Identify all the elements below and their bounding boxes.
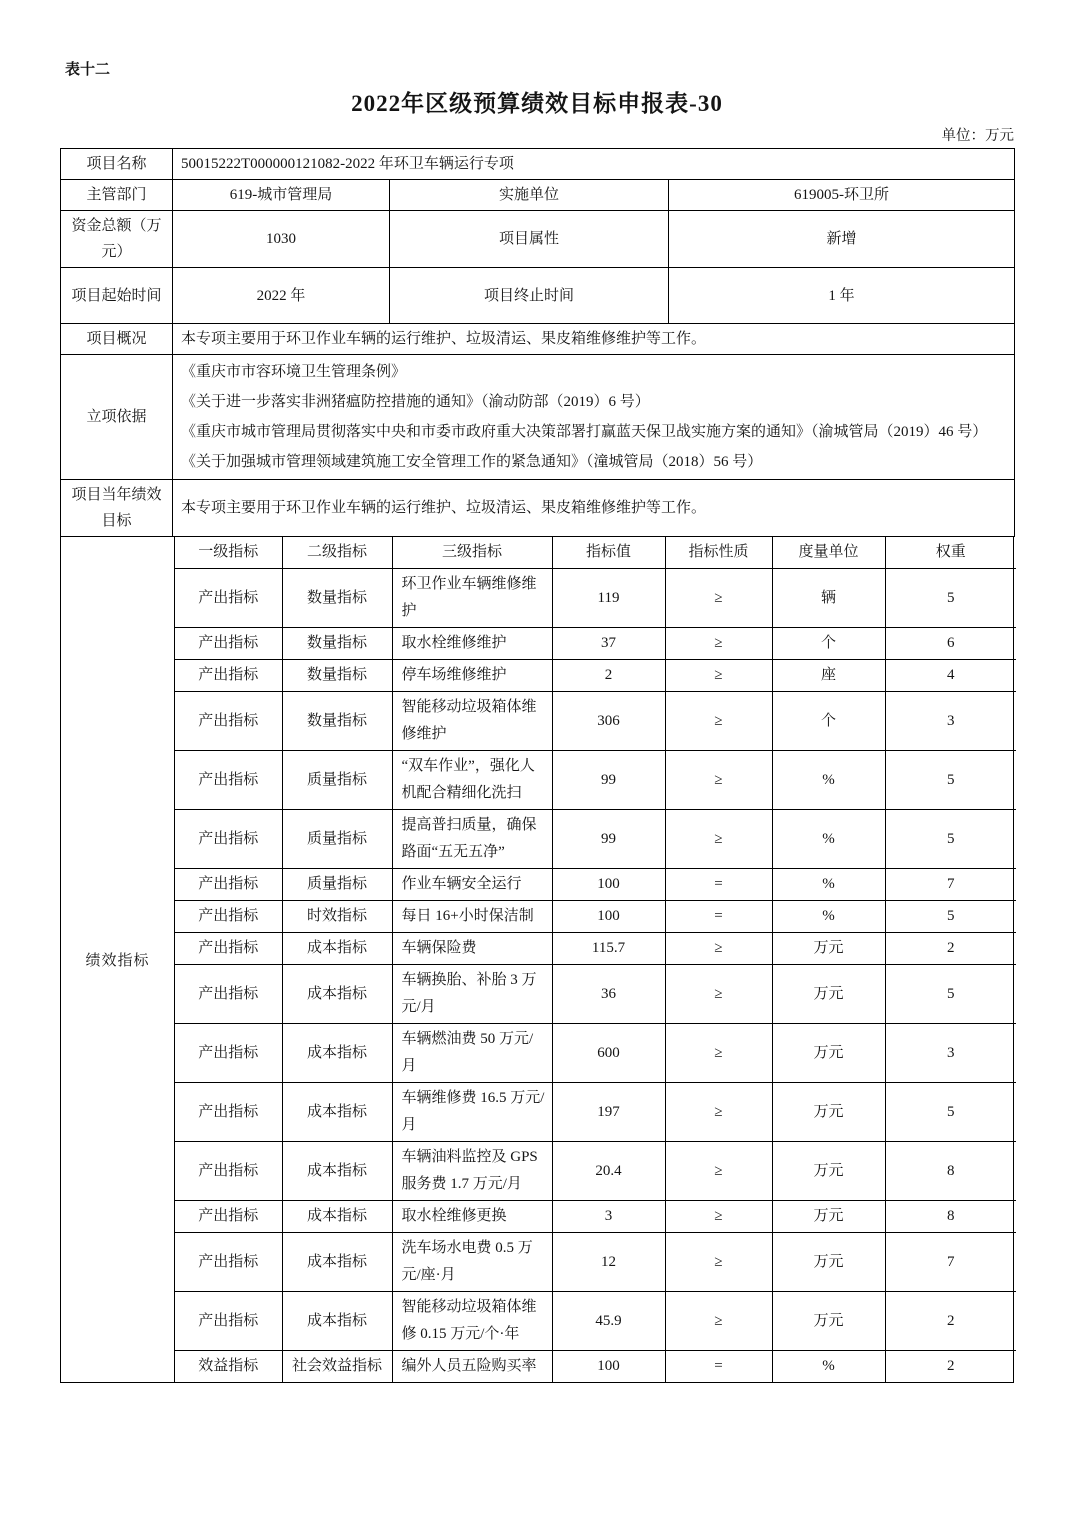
implement-unit-label: 实施单位 (390, 180, 669, 211)
indicator-cell-weight: 4 (885, 660, 1016, 692)
basis-value (173, 355, 1015, 480)
table-number-label: 表十二 (65, 62, 111, 78)
indicator-cell-level3: 车辆换胎、补胎 3 万元/月 (392, 965, 552, 1024)
indicator-cell-level2: 质量指标 (282, 810, 392, 869)
project-info-table (60, 148, 1015, 537)
page-title: 2022年区级预算绩效目标申报表-30 (351, 91, 723, 116)
indicator-cell-nature: = (665, 901, 772, 933)
indicator-cell-level3: 取水栓维修更换 (392, 1201, 552, 1233)
indicator-cell-weight: 5 (885, 751, 1016, 810)
indicator-cell-value: 100 (552, 1351, 665, 1383)
indicator-cell-level3: “双车作业”，强化人机配合精细化洗扫 (392, 751, 552, 810)
indicator-row (175, 810, 1016, 869)
indicator-cell-level1: 产出指标 (175, 628, 282, 660)
indicator-cell-level3: 智能移动垃圾箱体维修 0.15 万元/个·年 (392, 1292, 552, 1351)
indicator-cell-value: 100 (552, 869, 665, 901)
indicator-cell-weight: 5 (885, 901, 1016, 933)
indicator-cell-nature: ≥ (665, 1292, 772, 1351)
form-body (60, 148, 1014, 1383)
indicator-cell-unit: % (772, 1351, 885, 1383)
basis-line: 《关于加强城市管理领域建筑施工安全管理工作的紧急通知》（潼城管局（2018）56 号） (181, 454, 763, 470)
indicator-cell-value: 20.4 (552, 1142, 665, 1201)
indicator-row (175, 901, 1016, 933)
indicator-cell-weight: 3 (885, 692, 1016, 751)
annual-goal-value: 本专项主要用于环卫作业车辆的运行维护、垃圾清运、果皮箱维修维护等工作。 (173, 480, 1015, 537)
indicator-cell-level1: 产出指标 (175, 965, 282, 1024)
header-value: 指标值 (552, 537, 665, 569)
indicator-cell-level3: 编外人员五险购买率 (392, 1351, 552, 1383)
indicator-row (175, 1292, 1016, 1351)
indicator-cell-weight: 2 (885, 1351, 1016, 1383)
performance-indicators-section (60, 537, 1014, 1383)
row-basis (61, 355, 1015, 480)
indicator-cell-nature: ≥ (665, 569, 772, 628)
indicator-cell-level2: 成本指标 (282, 1142, 392, 1201)
indicator-cell-nature: ≥ (665, 692, 772, 751)
indicator-cell-unit: % (772, 901, 885, 933)
indicator-cell-value: 45.9 (552, 1292, 665, 1351)
overview-value: 本专项主要用于环卫作业车辆的运行维护、垃圾清运、果皮箱维修维护等工作。 (173, 324, 1015, 355)
indicator-cell-level2: 时效指标 (282, 901, 392, 933)
indicator-cell-level1: 产出指标 (175, 1024, 282, 1083)
project-attribute-label: 项目属性 (390, 211, 669, 268)
indicator-row (175, 1024, 1016, 1083)
indicator-cell-level2: 社会效益指标 (282, 1351, 392, 1383)
indicator-cell-nature: ≥ (665, 933, 772, 965)
header-level3: 三级指标 (392, 537, 552, 569)
indicator-table (175, 537, 1016, 1382)
performance-indicators-label: 绩效指标 (61, 537, 175, 1382)
unit-note: 单位：万元 (941, 128, 1014, 144)
indicator-row (175, 933, 1016, 965)
indicator-cell-unit: 万元 (772, 1083, 885, 1142)
indicator-cell-value: 306 (552, 692, 665, 751)
indicator-cell-nature: ≥ (665, 1083, 772, 1142)
indicator-cell-level1: 产出指标 (175, 1292, 282, 1351)
indicator-cell-nature: ≥ (665, 1233, 772, 1292)
indicator-cell-level2: 成本指标 (282, 1201, 392, 1233)
start-time-value: 2022 年 (173, 268, 390, 324)
indicator-cell-unit: % (772, 869, 885, 901)
indicator-cell-level1: 效益指标 (175, 1351, 282, 1383)
row-dates (61, 268, 1015, 324)
basis-label: 立项依据 (61, 355, 173, 480)
indicator-cell-level1: 产出指标 (175, 1233, 282, 1292)
indicator-cell-level3: 作业车辆安全运行 (392, 869, 552, 901)
indicator-cell-unit: 万元 (772, 1201, 885, 1233)
indicator-table-body (175, 537, 1016, 1382)
indicator-cell-unit: 万元 (772, 933, 885, 965)
indicator-cell-unit: 个 (772, 692, 885, 751)
row-overview (61, 324, 1015, 355)
indicator-cell-level2: 数量指标 (282, 569, 392, 628)
indicator-row (175, 1201, 1016, 1233)
indicator-cell-level3: 车辆保险费 (392, 933, 552, 965)
header-level2: 二级指标 (282, 537, 392, 569)
row-project-name (61, 149, 1015, 180)
indicator-cell-level2: 成本指标 (282, 1233, 392, 1292)
indicator-cell-level3: 提高普扫质量，确保路面“五无五净” (392, 810, 552, 869)
indicator-cell-level2: 成本指标 (282, 933, 392, 965)
indicator-cell-weight: 5 (885, 810, 1016, 869)
indicator-cell-level1: 产出指标 (175, 569, 282, 628)
overview-label: 项目概况 (61, 324, 173, 355)
indicator-cell-weight: 8 (885, 1142, 1016, 1201)
indicator-cell-nature: ≥ (665, 965, 772, 1024)
indicator-cell-unit: 万元 (772, 1292, 885, 1351)
annual-goal-label: 项目当年绩效目标 (61, 480, 173, 537)
indicator-cell-level3: 停车场维修维护 (392, 660, 552, 692)
indicator-cell-level1: 产出指标 (175, 901, 282, 933)
header-unit: 度量单位 (772, 537, 885, 569)
indicator-row (175, 1233, 1016, 1292)
indicator-row (175, 1351, 1016, 1383)
indicator-cell-level2: 成本指标 (282, 1083, 392, 1142)
indicator-cell-weight: 2 (885, 933, 1016, 965)
indicator-header-row (175, 537, 1016, 569)
indicator-cell-weight: 8 (885, 1201, 1016, 1233)
indicator-cell-value: 99 (552, 810, 665, 869)
indicator-cell-nature: ≥ (665, 1201, 772, 1233)
basis-line: 《重庆市市容环境卫生管理条例》 (181, 364, 407, 380)
indicator-cell-level2: 数量指标 (282, 692, 392, 751)
indicator-cell-value: 99 (552, 751, 665, 810)
indicator-cell-nature: = (665, 1351, 772, 1383)
basis-line: 《重庆市城市管理局贯彻落实中央和市委市政府重大决策部署打赢蓝天保卫战实施方案的通知》（渝城管局（2019）46 号） (181, 424, 988, 440)
indicator-cell-nature: ≥ (665, 751, 772, 810)
indicator-cell-unit: 万元 (772, 1142, 885, 1201)
header-nature: 指标性质 (665, 537, 772, 569)
indicator-row (175, 869, 1016, 901)
indicator-cell-level2: 质量指标 (282, 751, 392, 810)
indicator-cell-nature: = (665, 869, 772, 901)
end-time-label: 项目终止时间 (390, 268, 669, 324)
indicator-row (175, 1142, 1016, 1201)
indicator-cell-level3: 每日 16+小时保洁制 (392, 901, 552, 933)
indicator-cell-level1: 产出指标 (175, 1201, 282, 1233)
indicator-cell-level2: 数量指标 (282, 660, 392, 692)
indicator-cell-level1: 产出指标 (175, 1083, 282, 1142)
header-weight: 权重 (885, 537, 1016, 569)
start-time-label: 项目起始时间 (61, 268, 173, 324)
indicator-cell-value: 37 (552, 628, 665, 660)
indicator-cell-nature: ≥ (665, 1024, 772, 1083)
indicator-row (175, 628, 1016, 660)
indicator-cell-unit: 座 (772, 660, 885, 692)
project-name-value: 50015222T000000121082-2022 年环卫车辆运行专项 (173, 149, 1015, 180)
indicator-cell-nature: ≥ (665, 810, 772, 869)
indicator-cell-unit: 万元 (772, 1233, 885, 1292)
indicator-cell-level2: 数量指标 (282, 628, 392, 660)
indicator-cell-weight: 5 (885, 965, 1016, 1024)
indicator-cell-value: 100 (552, 901, 665, 933)
indicator-cell-unit: 万元 (772, 1024, 885, 1083)
indicator-cell-unit: 万元 (772, 965, 885, 1024)
indicator-cell-nature: ≥ (665, 660, 772, 692)
indicator-cell-level1: 产出指标 (175, 810, 282, 869)
indicator-row (175, 965, 1016, 1024)
indicator-cell-level2: 成本指标 (282, 1024, 392, 1083)
department-label: 主管部门 (61, 180, 173, 211)
fund-total-label: 资金总额（万元） (61, 211, 173, 268)
indicator-cell-level3: 取水栓维修维护 (392, 628, 552, 660)
indicator-cell-nature: ≥ (665, 628, 772, 660)
project-attribute-value: 新增 (669, 211, 1015, 268)
indicator-cell-unit: % (772, 810, 885, 869)
indicator-row (175, 660, 1016, 692)
end-time-value: 1 年 (669, 268, 1015, 324)
indicator-cell-level3: 环卫作业车辆维修维护 (392, 569, 552, 628)
indicator-cell-level1: 产出指标 (175, 1142, 282, 1201)
indicator-cell-value: 2 (552, 660, 665, 692)
indicator-cell-weight: 6 (885, 628, 1016, 660)
department-value: 619-城市管理局 (173, 180, 390, 211)
indicator-cell-weight: 7 (885, 1233, 1016, 1292)
indicator-cell-value: 3 (552, 1201, 665, 1233)
indicator-cell-unit: % (772, 751, 885, 810)
indicator-cell-level3: 洗车场水电费 0.5 万元/座·月 (392, 1233, 552, 1292)
project-name-label: 项目名称 (61, 149, 173, 180)
indicator-cell-unit: 个 (772, 628, 885, 660)
indicator-cell-level2: 质量指标 (282, 869, 392, 901)
header-level1: 一级指标 (175, 537, 282, 569)
indicator-cell-level1: 产出指标 (175, 660, 282, 692)
indicator-cell-level3: 智能移动垃圾箱体维修维护 (392, 692, 552, 751)
indicator-cell-level3: 车辆维修费 16.5 万元/月 (392, 1083, 552, 1142)
row-fund (61, 211, 1015, 268)
indicator-cell-level1: 产出指标 (175, 751, 282, 810)
indicator-cell-weight: 2 (885, 1292, 1016, 1351)
indicator-row (175, 692, 1016, 751)
indicator-cell-value: 119 (552, 569, 665, 628)
indicator-cell-level1: 产出指标 (175, 869, 282, 901)
fund-total-value: 1030 (173, 211, 390, 268)
indicator-cell-value: 36 (552, 965, 665, 1024)
indicator-cell-nature: ≥ (665, 1142, 772, 1201)
indicator-cell-weight: 5 (885, 1083, 1016, 1142)
indicator-cell-level3: 车辆燃油费 50 万元/月 (392, 1024, 552, 1083)
indicator-cell-value: 115.7 (552, 933, 665, 965)
indicator-cell-weight: 5 (885, 569, 1016, 628)
indicator-cell-level2: 成本指标 (282, 965, 392, 1024)
indicator-cell-value: 197 (552, 1083, 665, 1142)
indicator-cell-unit: 辆 (772, 569, 885, 628)
indicator-cell-level1: 产出指标 (175, 692, 282, 751)
indicator-cell-level3: 车辆油料监控及 GPS 服务费 1.7 万元/月 (392, 1142, 552, 1201)
indicator-cell-level1: 产出指标 (175, 933, 282, 965)
implement-unit-value: 619005-环卫所 (669, 180, 1015, 211)
indicator-row (175, 1083, 1016, 1142)
basis-line: 《关于进一步落实非洲猪瘟防控措施的通知》（渝动防部（2019）6 号） (181, 394, 650, 410)
indicator-row (175, 569, 1016, 628)
indicator-cell-level2: 成本指标 (282, 1292, 392, 1351)
indicator-cell-value: 600 (552, 1024, 665, 1083)
row-department (61, 180, 1015, 211)
indicator-cell-weight: 7 (885, 869, 1016, 901)
indicator-cell-weight: 3 (885, 1024, 1016, 1083)
indicator-row (175, 751, 1016, 810)
row-annual-goal (61, 480, 1015, 537)
indicator-cell-value: 12 (552, 1233, 665, 1292)
